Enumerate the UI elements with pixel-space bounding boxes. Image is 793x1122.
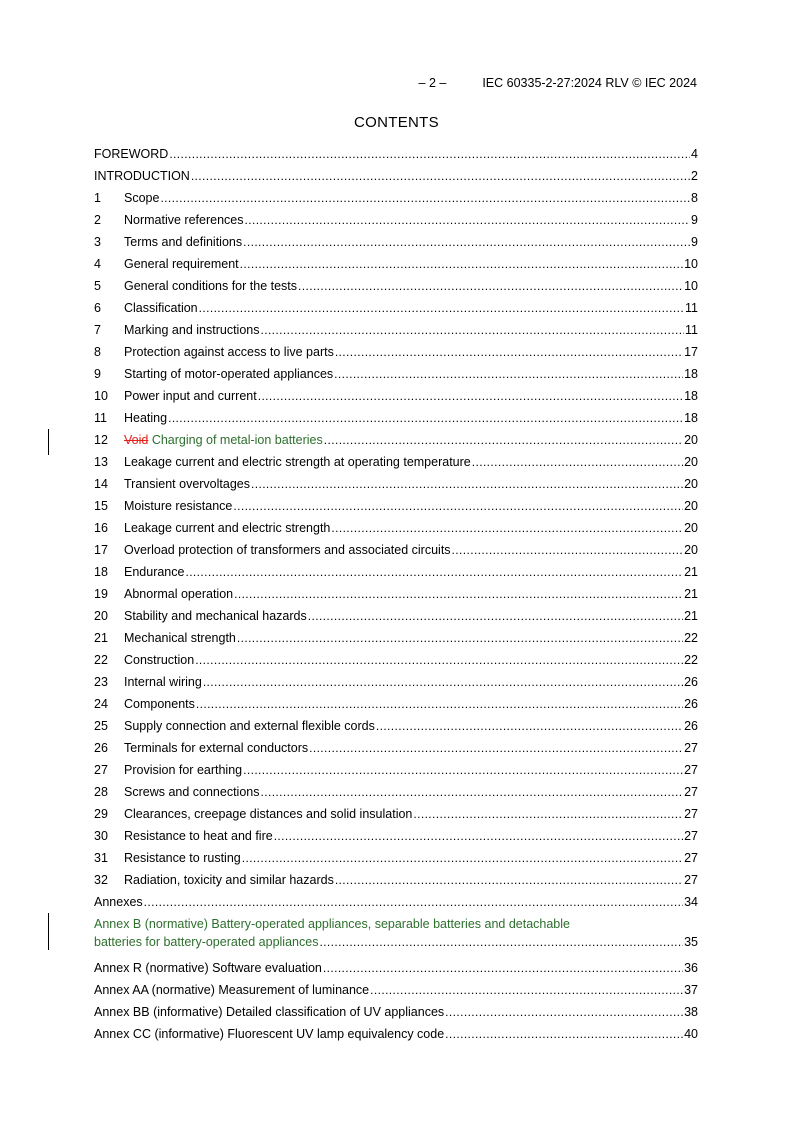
toc-entry-number: 7 (94, 323, 101, 337)
toc-entry-clause-13[interactable] (94, 453, 698, 475)
toc-entry-annex-b[interactable] (94, 915, 698, 959)
dot-leader (261, 783, 684, 801)
toc-entry-text: Heating (124, 411, 168, 425)
dot-leader (203, 673, 683, 691)
toc-entry-number: 19 (94, 587, 108, 601)
dot-leader (199, 299, 684, 317)
dot-leader (234, 585, 683, 603)
toc-entry-clause-24[interactable] (94, 695, 698, 717)
toc-entry-text-wrap (124, 211, 244, 229)
toc-entry-page: 10 (684, 257, 698, 271)
toc-entry-text: Annex R (normative) Software evaluation (94, 961, 322, 975)
toc-entry-number: 20 (94, 609, 108, 623)
dot-leader (251, 475, 683, 493)
toc-entry-text: Construction (124, 653, 195, 667)
toc-entry-text-wrap (124, 453, 471, 471)
toc-entry-clause-31[interactable] (94, 849, 698, 871)
toc-entry-clause-30[interactable] (94, 827, 698, 849)
toc-entry-clause-32[interactable] (94, 871, 698, 893)
toc-entry-number: 1 (94, 191, 101, 205)
dot-leader (452, 541, 684, 559)
toc-entry-page: 21 (684, 609, 698, 623)
toc-entry-text: Protection against access to live parts (124, 345, 334, 359)
toc-entry-number: 30 (94, 829, 108, 843)
dot-leader (260, 321, 684, 339)
toc-entry-number: 3 (94, 235, 101, 249)
toc-entry-number: 29 (94, 807, 108, 821)
toc-entry-clause-28[interactable] (94, 783, 698, 805)
toc-entry-text: FOREWORD (94, 147, 169, 161)
standard-reference: IEC 60335-2-27:2024 RLV © IEC 2024 (482, 76, 697, 90)
toc-entry-clause-2[interactable] (94, 211, 698, 233)
toc-entry-page: 26 (684, 697, 698, 711)
toc-entry-text-wrap (124, 321, 259, 339)
toc-entry-clause-12[interactable] (94, 431, 698, 453)
dot-leader (185, 563, 683, 581)
toc-entry-page: 11 (685, 323, 698, 337)
toc-entry-text-wrap (124, 277, 297, 295)
toc-entry-page: 27 (684, 741, 698, 755)
dot-leader (144, 893, 683, 911)
toc-entry-text: Overload protection of transformers and associated circuits (124, 543, 451, 557)
dot-leader (376, 717, 683, 735)
toc-entry-page: 36 (684, 961, 698, 975)
toc-entry-clause-9[interactable] (94, 365, 698, 387)
toc-entry-text-wrap (124, 541, 451, 559)
deleted-text: Void (124, 433, 149, 447)
toc-entry-clause-6[interactable] (94, 299, 698, 321)
toc-entry-number: 16 (94, 521, 108, 535)
toc-entry-annexes[interactable] (94, 893, 698, 915)
toc-entry-page: 26 (684, 675, 698, 689)
toc-entry-number: 32 (94, 873, 108, 887)
dot-leader (298, 277, 683, 295)
toc-entry-text: Internal wiring (124, 675, 202, 689)
toc-entry-text: Radiation, toxicity and similar hazards (124, 873, 334, 887)
toc-entry-page: 18 (684, 411, 698, 425)
toc-entry-number: 28 (94, 785, 108, 799)
toc-entry-text-line1: Annex B (normative) Battery-operated appliances, separable batteries and detachable (94, 917, 570, 931)
dot-leader (370, 981, 683, 999)
toc-entry-text-wrap (124, 409, 167, 427)
toc-entry-text: Annex BB (informative) Detailed classification of UV appliances (94, 1005, 445, 1019)
toc-entry-text-wrap (124, 431, 323, 449)
revision-bar (48, 913, 49, 950)
toc-entry-number: 25 (94, 719, 108, 733)
toc-entry-text-wrap (124, 585, 233, 603)
toc-entry-page: 27 (684, 785, 698, 799)
toc-entry-text-wrap (124, 233, 242, 251)
dot-leader (331, 519, 683, 537)
dot-leader (324, 431, 683, 449)
page-number: – 2 – (418, 76, 447, 90)
toc-entry-text-wrap (124, 695, 195, 713)
toc-entry-page: 27 (684, 763, 698, 777)
dot-leader (445, 1025, 683, 1043)
toc-entry-clause-29[interactable] (94, 805, 698, 827)
toc-entry-page: 9 (691, 235, 698, 249)
toc-entry-text: Charging of metal-ion batteries (151, 433, 323, 447)
toc-entry-clause-14[interactable] (94, 475, 698, 497)
toc-entry-text: Endurance (124, 565, 185, 579)
toc-entry-number: 23 (94, 675, 108, 689)
toc-entry-clause-27[interactable] (94, 761, 698, 783)
toc-entry-number: 21 (94, 631, 108, 645)
toc-entry-text-wrap (124, 255, 239, 273)
toc-entry-text-wrap (124, 387, 257, 405)
toc-entry-page: 38 (684, 1005, 698, 1019)
toc-entry-page: 21 (684, 587, 698, 601)
revision-bar (48, 429, 49, 455)
toc-entry-text: Mechanical strength (124, 631, 236, 645)
toc-entry-text: Marking and instructions (124, 323, 260, 337)
toc-entry-page: 18 (684, 367, 698, 381)
toc-entry-text-wrap (124, 827, 273, 845)
toc-entry-text: Resistance to heat and fire (124, 829, 273, 843)
dot-leader (196, 695, 683, 713)
dot-leader (191, 167, 690, 185)
toc-entry-clause-16[interactable] (94, 519, 698, 541)
toc-entry-page: 22 (684, 631, 698, 645)
toc-entry-page: 11 (685, 301, 698, 315)
toc-entry-number: 2 (94, 213, 101, 227)
toc-entry-page: 27 (684, 873, 698, 887)
toc-entry-number: 6 (94, 301, 101, 315)
toc-entry-text: Supply connection and external flexible cords (124, 719, 375, 733)
dot-leader (240, 255, 683, 273)
toc-entry-clause-17[interactable] (94, 541, 698, 563)
toc-entry-text: Classification (124, 301, 198, 315)
toc-entry-clause-15[interactable] (94, 497, 698, 519)
table-of-contents (94, 145, 698, 1047)
toc-entry-text: Starting of motor-operated appliances (124, 367, 334, 381)
toc-entry-annex[interactable] (94, 981, 698, 1003)
toc-entry-number: 13 (94, 455, 108, 469)
toc-entry-clause-11[interactable] (94, 409, 698, 431)
dot-leader (168, 409, 683, 427)
toc-entry-text: Terms and definitions (124, 235, 243, 249)
toc-entry-page: 18 (684, 389, 698, 403)
toc-entry-text-wrap (124, 629, 236, 647)
toc-entry-text-wrap (124, 365, 333, 383)
toc-entry-text: Power input and current (124, 389, 257, 403)
dot-leader (245, 211, 691, 229)
toc-entry-page: 20 (684, 433, 698, 447)
dot-leader (413, 805, 683, 823)
toc-entry-page: 27 (684, 829, 698, 843)
toc-entry-clause-22[interactable] (94, 651, 698, 673)
toc-entry-clause-4[interactable] (94, 255, 698, 277)
page-title: CONTENTS (354, 114, 439, 131)
toc-entry-page: 20 (684, 499, 698, 513)
toc-entry-text: Annexes (94, 895, 143, 909)
toc-entry-number: 14 (94, 477, 108, 491)
toc-entry-page: 2 (691, 169, 698, 183)
toc-entry-number: 22 (94, 653, 108, 667)
dot-leader (233, 497, 683, 515)
dot-leader (160, 189, 690, 207)
toc-entry-clause-7[interactable] (94, 321, 698, 343)
toc-entry-text: Terminals for external conductors (124, 741, 309, 755)
toc-entry-text: Screws and connections (124, 785, 260, 799)
toc-entry-text: Abnormal operation (124, 587, 234, 601)
toc-entry-text: Moisture resistance (124, 499, 233, 513)
toc-entry-text-wrap (124, 475, 250, 493)
toc-entry-text-line2: batteries for battery-operated appliances (94, 935, 319, 949)
dot-leader (308, 607, 683, 625)
page-header (419, 76, 697, 90)
toc-entry-text-wrap (124, 343, 334, 361)
toc-entry-number: 17 (94, 543, 108, 557)
toc-entry-annex[interactable] (94, 959, 698, 981)
dot-leader (335, 343, 683, 361)
toc-entry-number: 10 (94, 389, 108, 403)
toc-entry-text-wrap (124, 563, 184, 581)
toc-entry-text-wrap (124, 739, 308, 757)
toc-entry-text: Resistance to rusting (124, 851, 241, 865)
toc-entry-text-wrap (124, 849, 241, 867)
toc-entry-number: 8 (94, 345, 101, 359)
toc-entry-page: 17 (684, 345, 698, 359)
toc-entry-text-wrap (124, 761, 242, 779)
toc-entry-page: 4 (691, 147, 698, 161)
toc-entry-text-wrap (124, 519, 330, 537)
toc-entry-page: 35 (684, 935, 698, 949)
toc-entry-number: 18 (94, 565, 108, 579)
dot-leader (335, 871, 683, 889)
toc-entry-text: Components (124, 697, 195, 711)
toc-entry-annex[interactable] (94, 1003, 698, 1025)
toc-entry-text-wrap (124, 299, 198, 317)
toc-entry-page: 40 (684, 1027, 698, 1041)
toc-entry-number: 11 (94, 411, 107, 425)
toc-entry-number: 31 (94, 851, 108, 865)
toc-entry-number: 24 (94, 697, 108, 711)
dot-leader (323, 959, 683, 977)
toc-entry-introduction[interactable] (94, 167, 698, 189)
toc-entry-page: 20 (684, 455, 698, 469)
toc-entry-text-wrap (124, 871, 334, 889)
dot-leader (243, 761, 683, 779)
dot-leader (195, 651, 683, 669)
toc-entry-page: 22 (684, 653, 698, 667)
toc-entry-text-wrap (124, 805, 412, 823)
toc-entry-text: Leakage current and electric strength at operating temperature (124, 455, 471, 469)
toc-entry-text-wrap (124, 651, 194, 669)
dot-leader (334, 365, 683, 383)
toc-entry-clause-5[interactable] (94, 277, 698, 299)
toc-entry-page: 27 (684, 807, 698, 821)
dot-leader (319, 933, 683, 951)
toc-entry-page: 21 (684, 565, 698, 579)
toc-entry-clause-1[interactable] (94, 189, 698, 211)
toc-entry-annex[interactable] (94, 1025, 698, 1047)
dot-leader (169, 145, 690, 163)
toc-entry-number: 26 (94, 741, 108, 755)
toc-entry-number: 12 (94, 433, 108, 447)
toc-entry-page: 20 (684, 543, 698, 557)
toc-entry-text: Stability and mechanical hazards (124, 609, 307, 623)
toc-entry-number: 9 (94, 367, 101, 381)
toc-entry-text-wrap (124, 497, 232, 515)
toc-entry-number: 4 (94, 257, 101, 271)
toc-entry-text: Normative references (124, 213, 244, 227)
toc-entry-clause-20[interactable] (94, 607, 698, 629)
dot-leader (309, 739, 683, 757)
toc-entry-text: INTRODUCTION (94, 169, 190, 183)
toc-entry-number: 15 (94, 499, 108, 513)
dot-leader (258, 387, 683, 405)
toc-entry-clause-26[interactable] (94, 739, 698, 761)
dot-leader (274, 827, 683, 845)
toc-entry-text-wrap (124, 717, 375, 735)
toc-entry-clause-25[interactable] (94, 717, 698, 739)
toc-entry-page: 10 (684, 279, 698, 293)
toc-entry-clause-23[interactable] (94, 673, 698, 695)
toc-entry-page: 26 (684, 719, 698, 733)
toc-entry-clause-21[interactable] (94, 629, 698, 651)
toc-entry-page: 27 (684, 851, 698, 865)
toc-entry-clause-10[interactable] (94, 387, 698, 409)
toc-entry-text: Provision for earthing (124, 763, 243, 777)
toc-entry-text-wrap (124, 673, 202, 691)
toc-entry-clause-18[interactable] (94, 563, 698, 585)
toc-entry-number: 27 (94, 763, 108, 777)
toc-entry-text-wrap (124, 783, 260, 801)
toc-entry-text-wrap (124, 189, 159, 207)
toc-entry-clause-8[interactable] (94, 343, 698, 365)
toc-entry-page: 20 (684, 521, 698, 535)
toc-entry-page: 8 (691, 191, 698, 205)
toc-entry-text: General conditions for the tests (124, 279, 298, 293)
toc-entry-foreword[interactable] (94, 145, 698, 167)
toc-entry-text-wrap (124, 607, 307, 625)
toc-entry-page: 34 (684, 895, 698, 909)
dot-leader (237, 629, 683, 647)
toc-entry-text: General requirement (124, 257, 239, 271)
toc-entry-text: Transient overvoltages (124, 477, 250, 491)
toc-entry-text: Scope (124, 191, 160, 205)
toc-entry-number: 5 (94, 279, 101, 293)
toc-entry-clause-3[interactable] (94, 233, 698, 255)
toc-entry-page: 20 (684, 477, 698, 491)
toc-entry-page: 9 (691, 213, 698, 227)
toc-entry-text: Annex AA (normative) Measurement of luminance (94, 983, 370, 997)
toc-entry-text: Leakage current and electric strength (124, 521, 331, 535)
dot-leader (472, 453, 683, 471)
toc-entry-page: 37 (684, 983, 698, 997)
dot-leader (242, 849, 683, 867)
toc-entry-text: Clearances, creepage distances and solid insulation (124, 807, 413, 821)
toc-entry-text: Annex CC (informative) Fluorescent UV lamp equivalency code (94, 1027, 445, 1041)
dot-leader (445, 1003, 683, 1021)
toc-entry-clause-19[interactable] (94, 585, 698, 607)
dot-leader (243, 233, 690, 251)
